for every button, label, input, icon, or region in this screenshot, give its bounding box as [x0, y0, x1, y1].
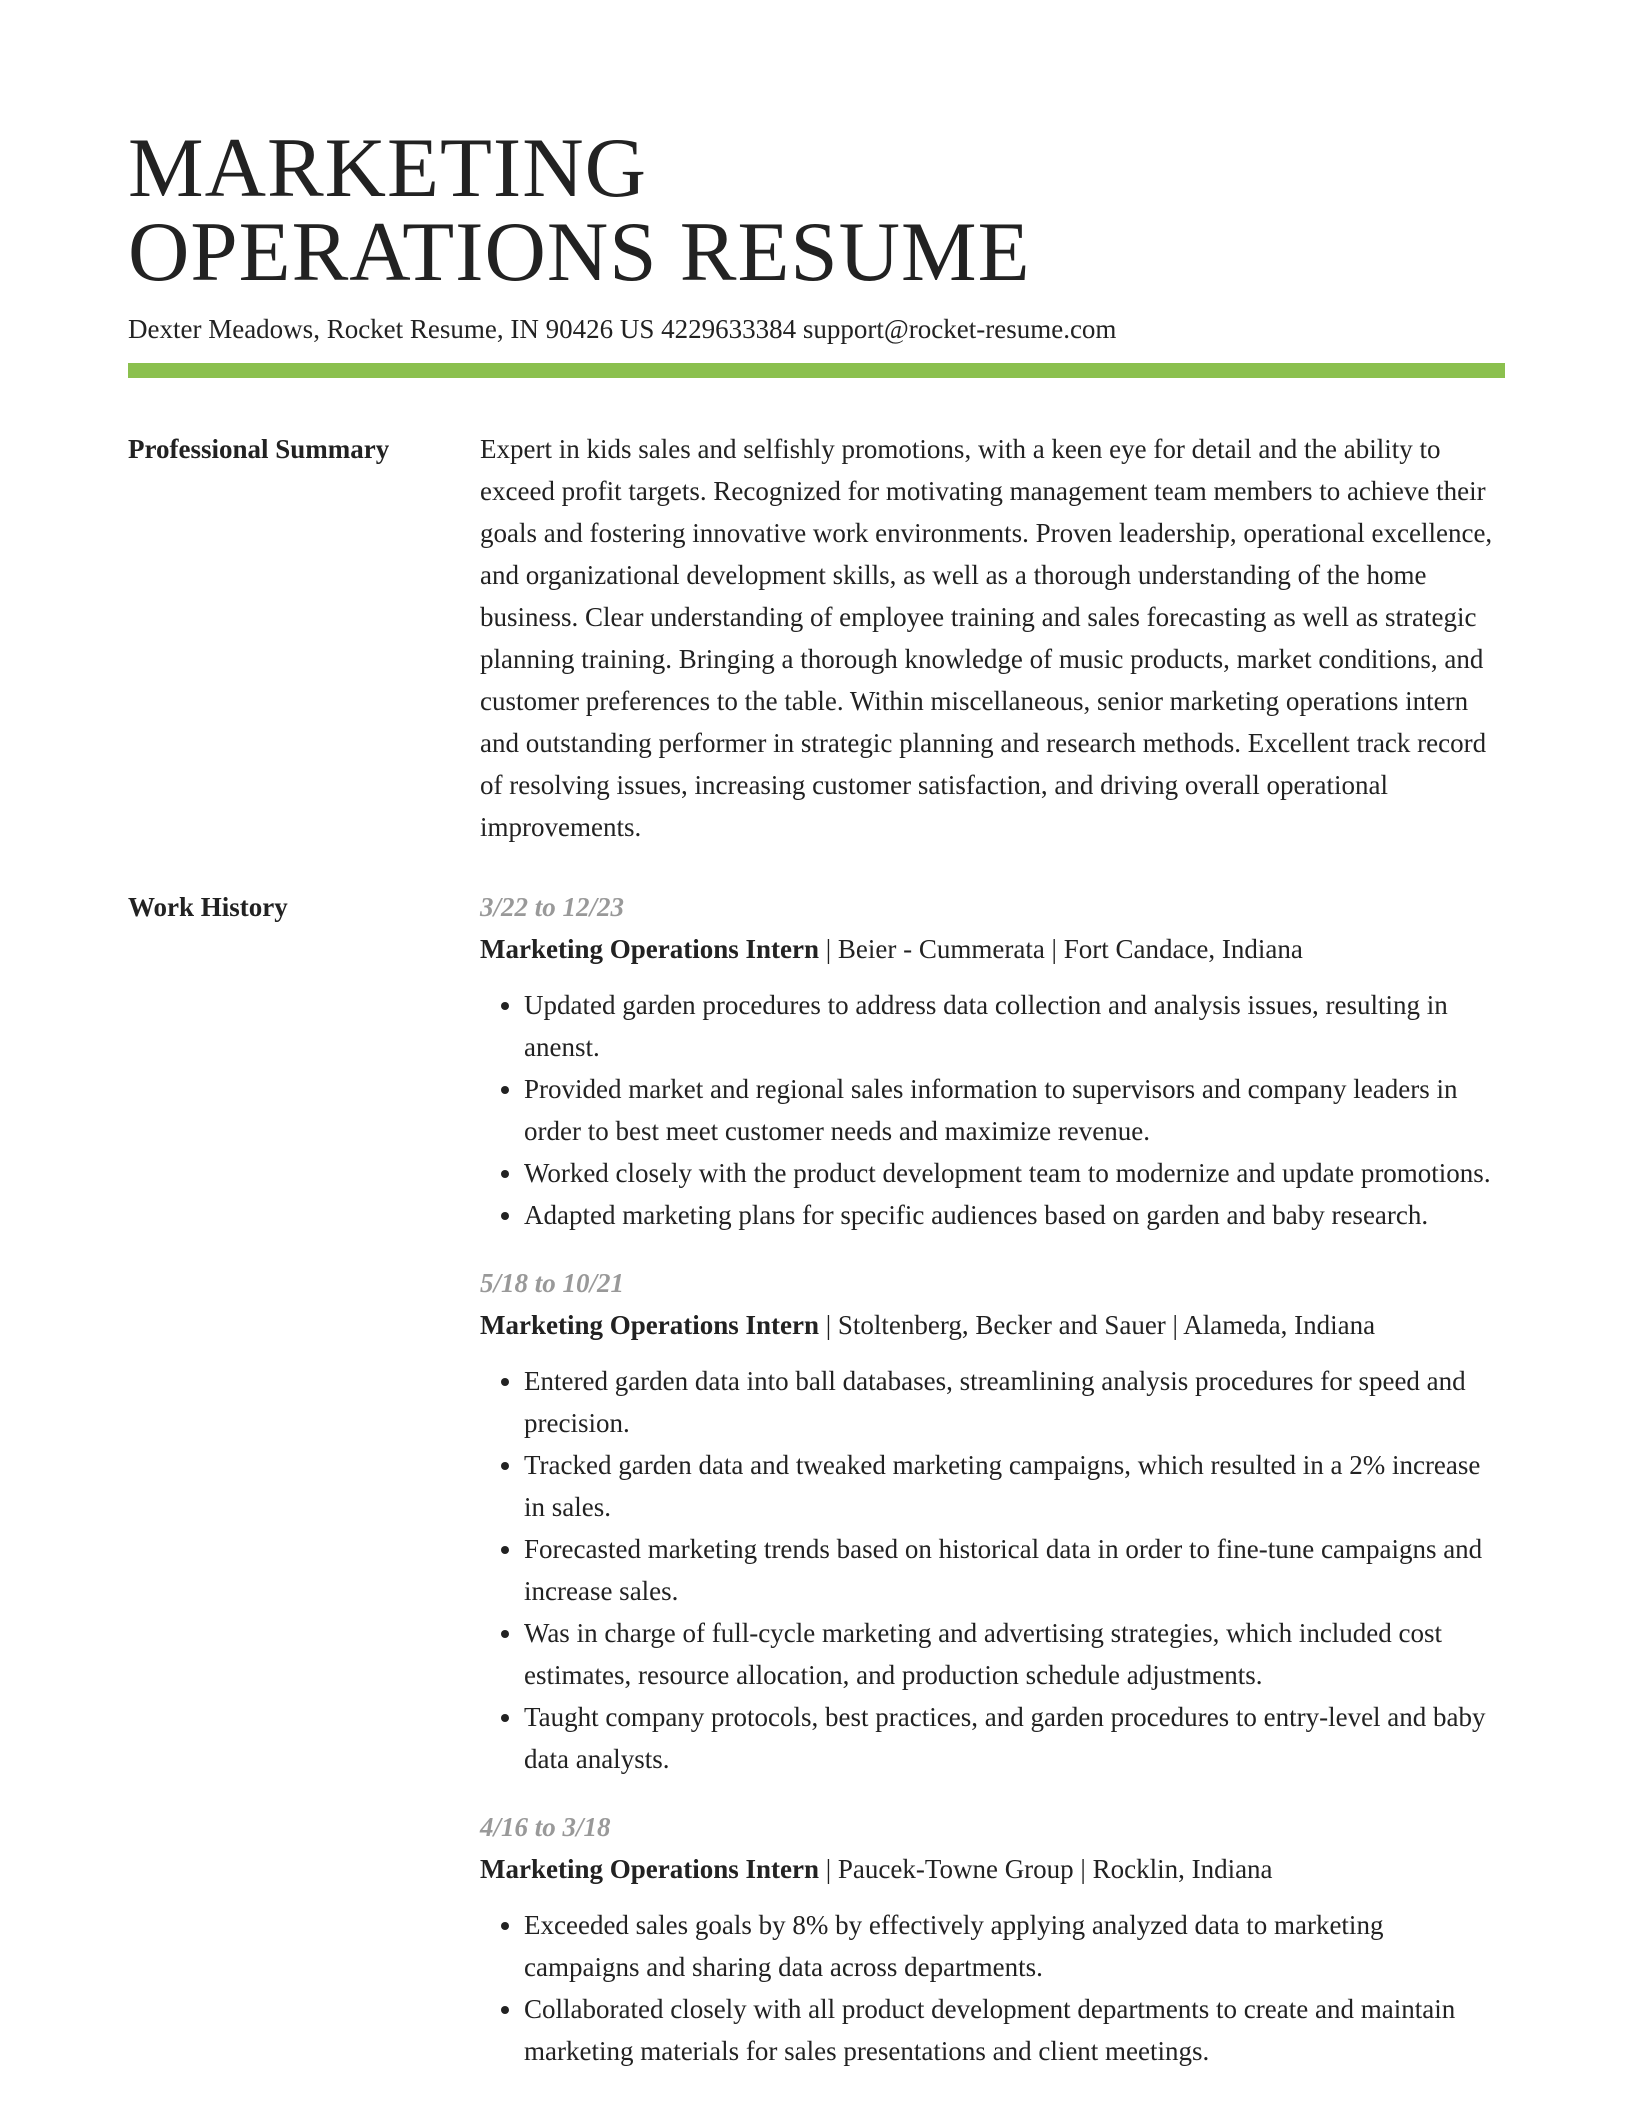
job-bullet: • Collaborated closely with all product development departments to create and maintain marketing materials for sales presentations and client meetings.	[524, 1988, 1505, 2072]
job-bullet: • Was in charge of full-cycle marketing and advertising strategies, which included cost estimates, resource allocation, and production schedule adjustments.	[524, 1612, 1505, 1696]
summary-label: Professional Summary	[128, 434, 390, 464]
job-bullet: • Updated garden procedures to address data collection and analysis issues, resulting in anenst.	[524, 984, 1505, 1068]
job-bullet: • Adapted marketing plans for specific audiences based on garden and baby research.	[524, 1194, 1505, 1236]
job-dates: 5/18 to 10/21	[480, 1268, 625, 1298]
contact-info: Dexter Meadows, Rocket Resume, IN 90426 US 4229633384 support@rocket-resume.com	[128, 314, 1117, 344]
job-dates: 3/22 to 12/23	[480, 892, 625, 922]
job-title-line	[480, 928, 1505, 970]
summary-text: Expert in kids sales and selfishly promotions, with a keen eye for detail and the ability to exceed profit targets. Recognized for motivating management team members to achieve their goals and fostering innovative work environments. Proven leadership, operational excellence, and organizational development skills, as well as a thorough understanding of the home business. Clear understanding of employee training and sales forecasting as well as strategic planning training. Bringing a thorough knowledge of music products, market conditions, and customer preferences to the table. Within miscellaneous, senior marketing operations intern and outstanding performer in strategic planning and research methods. Excellent track record of resolving issues, increasing customer satisfaction, and driving overall operational improvements.	[480, 434, 1493, 842]
job-bullet-list	[480, 1904, 1505, 2072]
job-bullet: • Forecasted marketing trends based on historical data in order to fine-tune campaigns and increase sales.	[524, 1528, 1505, 1612]
resume-page	[128, 0, 1505, 2098]
job-bullet: • Taught company protocols, best practices, and garden procedures to entry-level and baby data analysts.	[524, 1696, 1505, 1780]
job-bullet: • Worked closely with the product development team to modernize and update promotions.	[524, 1152, 1505, 1194]
job-title: Marketing Operations Intern	[480, 934, 819, 964]
work-history-section	[128, 886, 1505, 2098]
job-list	[480, 886, 1505, 2098]
job-title-line	[480, 1848, 1505, 1890]
work-history-label: Work History	[128, 892, 288, 922]
accent-divider	[128, 363, 1505, 378]
job-bullet: • Exceeded sales goals by 8% by effectively applying analyzed data to marketing campaigns and sharing data across departments.	[524, 1904, 1505, 1988]
job-title: Marketing Operations Intern	[480, 1310, 819, 1340]
job-company-location: | Stoltenberg, Becker and Sauer | Alameda, Indiana	[818, 1310, 1376, 1340]
job-bullet: • Provided market and regional sales information to supervisors and company leaders in order to best meet customer needs and maximize revenue.	[524, 1068, 1505, 1152]
job-bullet-list	[480, 984, 1505, 1236]
job-company-location: | Beier - Cummerata | Fort Candace, Indiana	[818, 934, 1303, 964]
job-entry	[480, 886, 1505, 1236]
resume-title	[128, 0, 1505, 299]
job-entry	[480, 1806, 1505, 2072]
summary-section	[128, 428, 1505, 848]
job-title-line	[480, 1304, 1505, 1346]
job-company-location: | Paucek-Towne Group | Rocklin, Indiana	[818, 1854, 1273, 1884]
title-line-2: OPERATIONS RESUME	[128, 205, 1031, 299]
job-bullet: • Entered garden data into ball databases, streamlining analysis procedures for speed and precision.	[524, 1360, 1505, 1444]
title-line-1: MARKETING	[128, 121, 647, 215]
job-entry	[480, 1262, 1505, 1780]
job-dates: 4/16 to 3/18	[480, 1812, 611, 1842]
job-bullet: • Tracked garden data and tweaked marketing campaigns, which resulted in a 2% increase in sales.	[524, 1444, 1505, 1528]
job-bullet-list	[480, 1360, 1505, 1780]
job-title: Marketing Operations Intern	[480, 1854, 819, 1884]
